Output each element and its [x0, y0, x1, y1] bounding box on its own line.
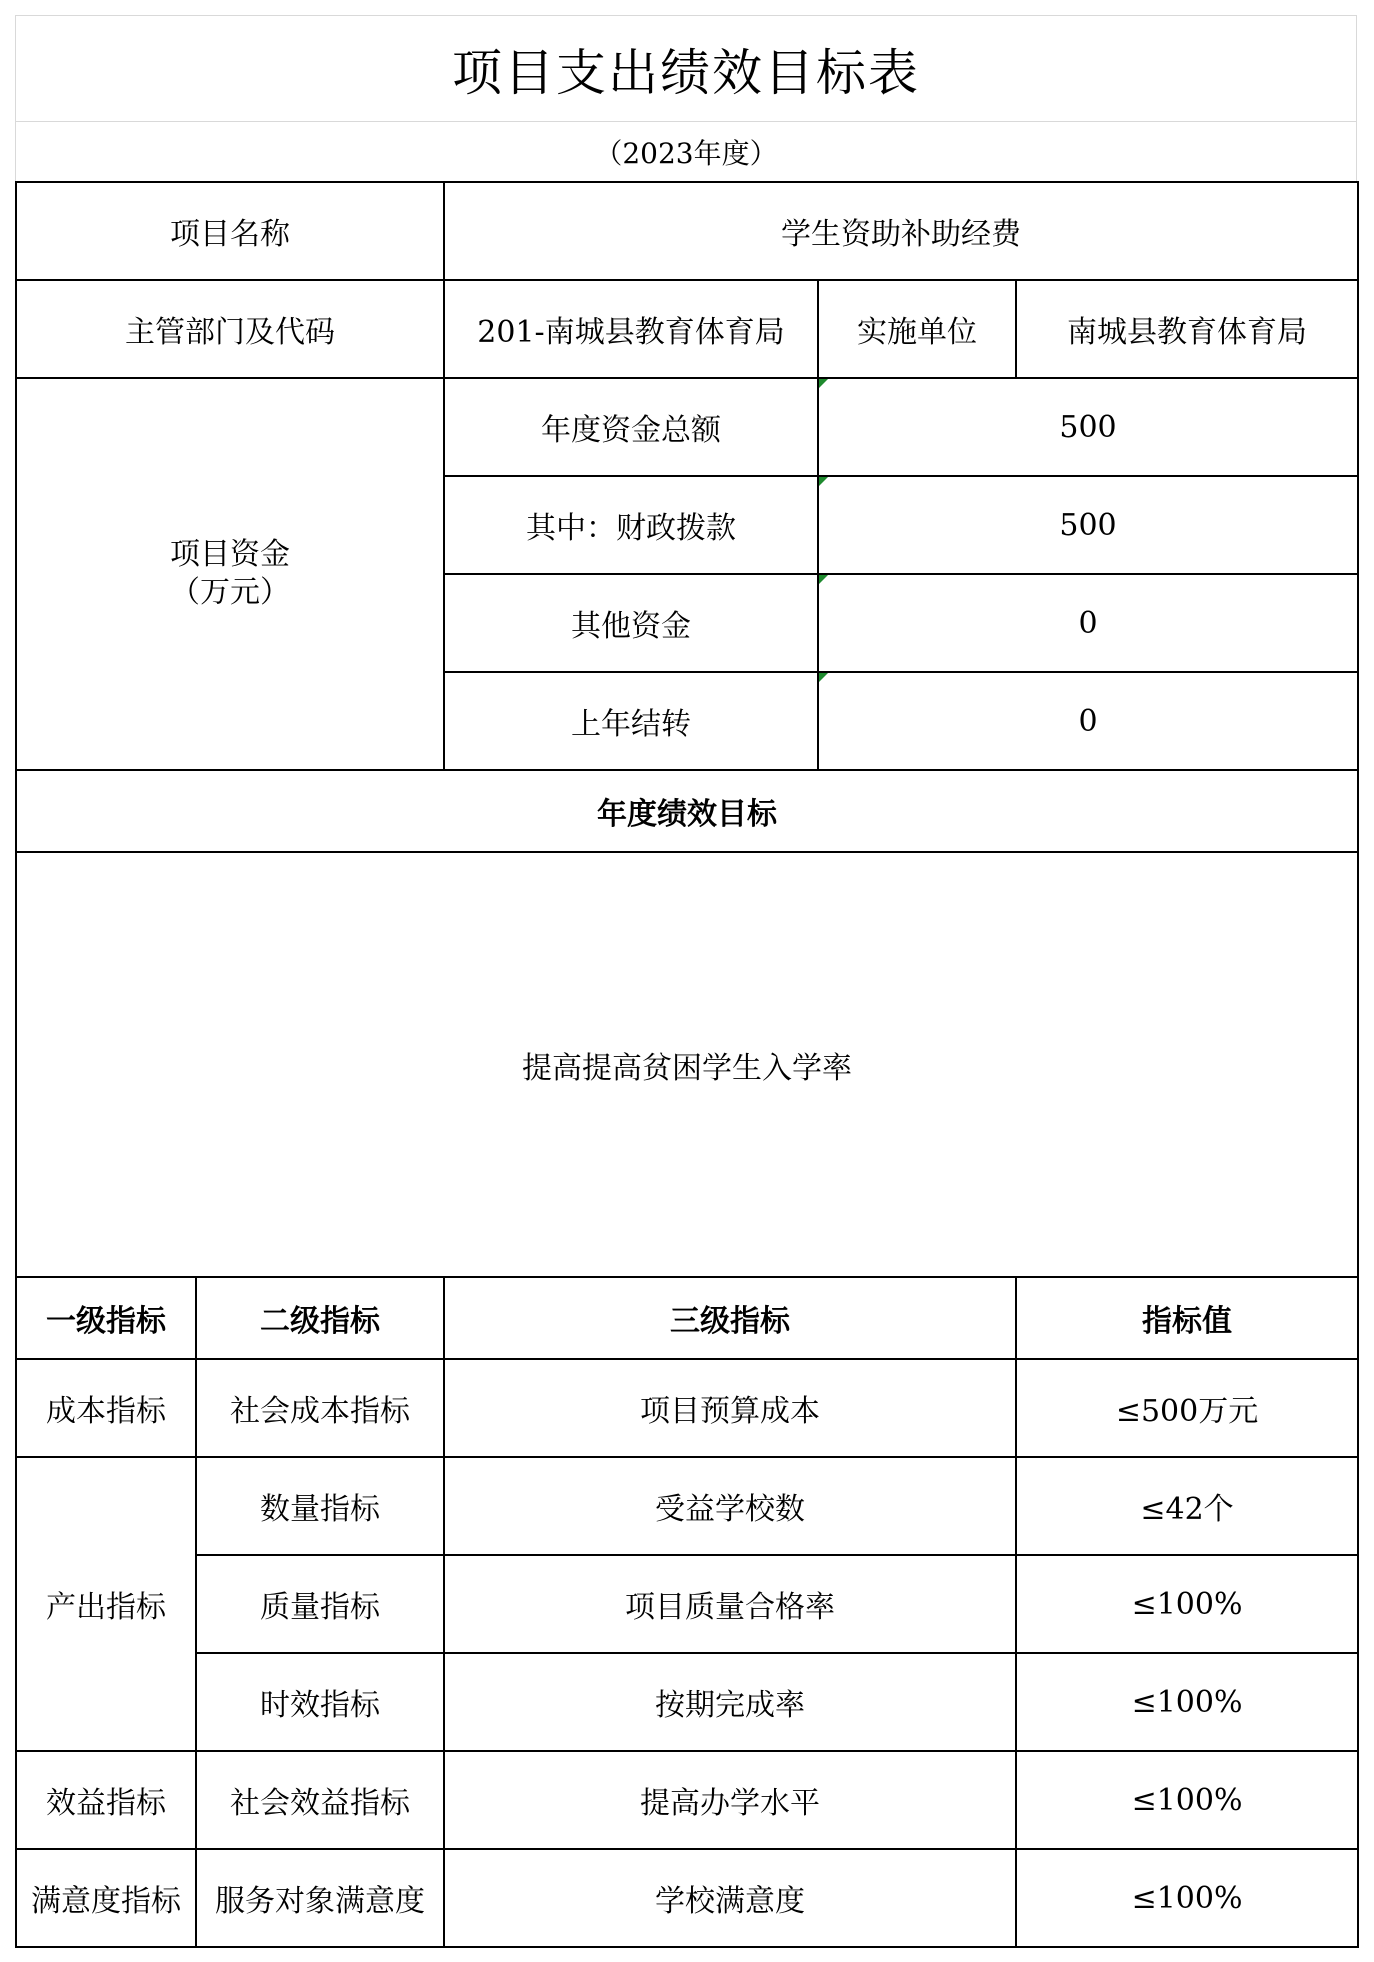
cell-marker	[819, 477, 828, 486]
funds-fiscal-label: 其中：财政拨款	[444, 476, 818, 574]
department-label: 主管部门及代码	[16, 280, 444, 378]
funds-carryover-value	[818, 672, 1358, 770]
funds-carryover-label: 上年结转	[444, 672, 818, 770]
cell-marker	[819, 379, 828, 388]
level3-cell: 学校满意度	[444, 1849, 1016, 1947]
annual-goal-row	[16, 852, 1358, 1277]
funds-total-value-text: 500	[1059, 409, 1117, 445]
annual-goal-heading: 年度绩效目标	[16, 770, 1358, 852]
level1-output: 产出指标	[16, 1457, 196, 1751]
level1-cost: 成本指标	[16, 1359, 196, 1457]
funds-fiscal-value-text: 500	[1059, 507, 1117, 543]
form-title: 项目支出绩效目标表	[15, 15, 1357, 121]
performance-table	[15, 181, 1359, 1948]
funds-other-value	[818, 574, 1358, 672]
funds-other-label: 其他资金	[444, 574, 818, 672]
project-name-value: 学生资助补助经费	[444, 182, 1358, 280]
implementing-unit-label: 实施单位	[818, 280, 1016, 378]
table-row	[16, 1457, 1358, 1555]
level2-cell: 社会效益指标	[196, 1751, 444, 1849]
indicator-value: ≤100%	[1016, 1555, 1358, 1653]
level2-cell: 社会成本指标	[196, 1359, 444, 1457]
funds-row	[16, 378, 1358, 476]
header-value: 指标值	[1016, 1277, 1358, 1359]
department-value: 201-南城县教育体育局	[444, 280, 818, 378]
level3-cell: 按期完成率	[444, 1653, 1016, 1751]
project-name-label: 项目名称	[16, 182, 444, 280]
indicator-value: ≤42个	[1016, 1457, 1358, 1555]
level1-satisfaction: 满意度指标	[16, 1849, 196, 1947]
header-level2: 二级指标	[196, 1277, 444, 1359]
indicator-value: ≤100%	[1016, 1653, 1358, 1751]
funds-carryover-value-text: 0	[1078, 703, 1098, 739]
level2-cell: 服务对象满意度	[196, 1849, 444, 1947]
level2-cell: 数量指标	[196, 1457, 444, 1555]
funds-total-label: 年度资金总额	[444, 378, 818, 476]
funds-total-value	[818, 378, 1358, 476]
cell-marker	[819, 673, 828, 682]
annual-goal-text: 提高提高贫困学生入学率	[16, 852, 1358, 1277]
table-row	[16, 1555, 1358, 1653]
indicator-header-row	[16, 1277, 1358, 1359]
header-level3: 三级指标	[444, 1277, 1016, 1359]
indicator-value: ≤500万元	[1016, 1359, 1358, 1457]
indicator-value: ≤100%	[1016, 1751, 1358, 1849]
table-row	[16, 1359, 1358, 1457]
funds-label-line2: （万元）	[170, 575, 290, 610]
funds-other-value-text: 0	[1078, 605, 1098, 641]
funds-label	[16, 378, 444, 770]
funds-label-line1: 项目资金	[170, 537, 290, 572]
level3-cell: 项目质量合格率	[444, 1555, 1016, 1653]
level1-benefit: 效益指标	[16, 1751, 196, 1849]
implementing-unit-value: 南城县教育体育局	[1016, 280, 1358, 378]
fiscal-year: （2023年度）	[15, 121, 1357, 182]
annual-goal-heading-row	[16, 770, 1358, 852]
table-row	[16, 1653, 1358, 1751]
project-name-row	[16, 182, 1358, 280]
table-row	[16, 1849, 1358, 1947]
level2-cell: 质量指标	[196, 1555, 444, 1653]
department-row	[16, 280, 1358, 378]
level2-cell: 时效指标	[196, 1653, 444, 1751]
funds-fiscal-value	[818, 476, 1358, 574]
header-level1: 一级指标	[16, 1277, 196, 1359]
indicator-value: ≤100%	[1016, 1849, 1358, 1947]
cell-marker	[819, 575, 828, 584]
level3-cell: 提高办学水平	[444, 1751, 1016, 1849]
level3-cell: 项目预算成本	[444, 1359, 1016, 1457]
table-row	[16, 1751, 1358, 1849]
level3-cell: 受益学校数	[444, 1457, 1016, 1555]
